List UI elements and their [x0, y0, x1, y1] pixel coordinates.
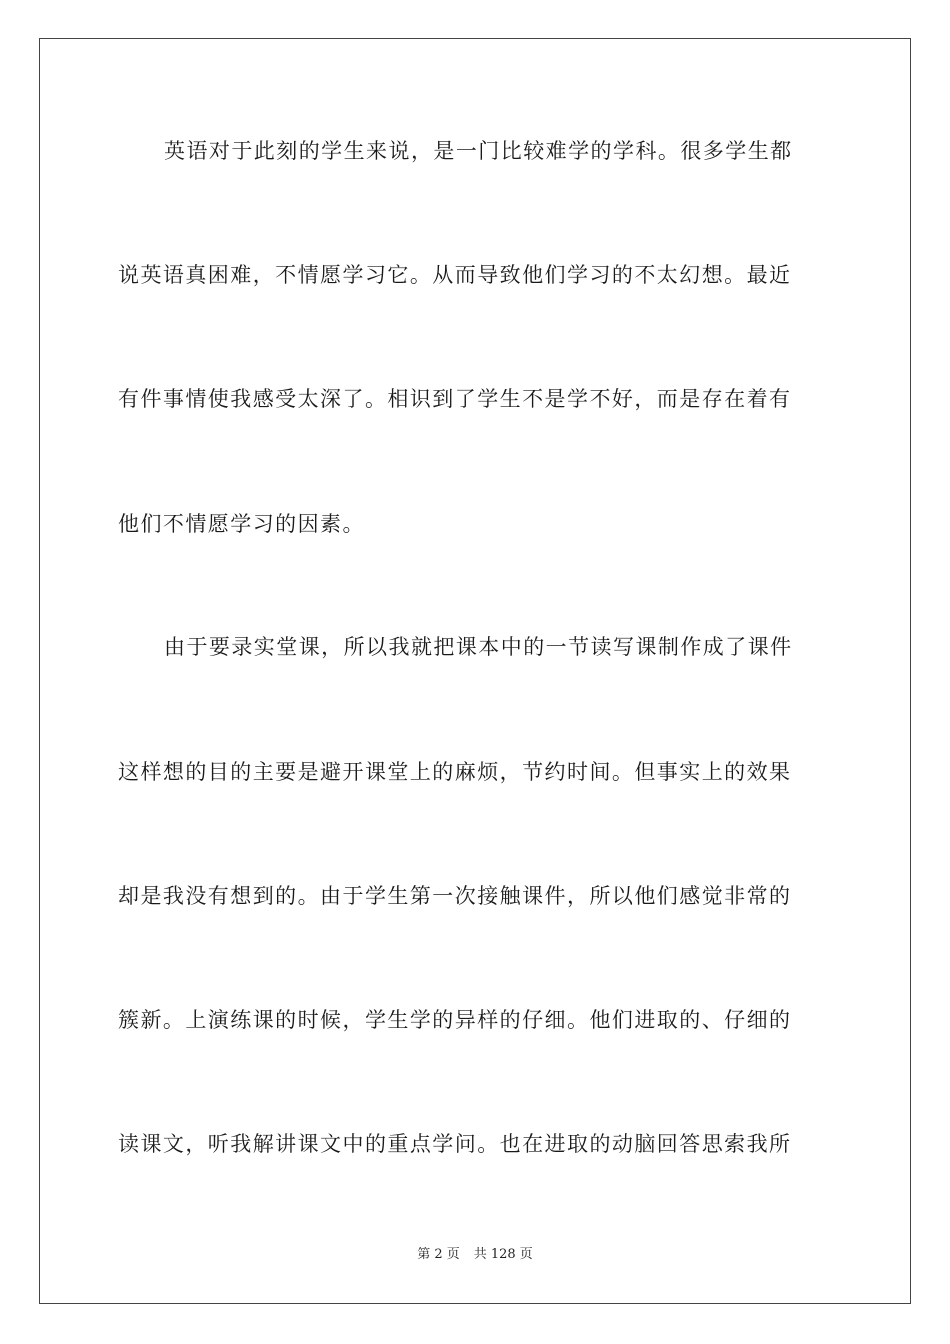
page-number: 第 2 页: [417, 1247, 460, 1262]
paragraph-2-line-3: 却是我没有想到的。由于学生第一次接触课件，所以他们感觉非常的: [118, 884, 792, 908]
paragraph-2-line-2: 这样想的目的主要是避开课堂上的麻烦，节约时间。但事实上的效果: [118, 760, 792, 784]
page-footer: [0, 1247, 950, 1263]
page-total: 共 128 页: [473, 1247, 533, 1262]
paragraph-1-line-2: 说英语真困难，不情愿学习它。从而导致他们学习的不太幻想。最近: [118, 263, 792, 287]
paragraph-2-line-5: 读课文，听我解讲课文中的重点学问。也在进取的动脑回答思索我所: [118, 1132, 792, 1156]
paragraph-2-line-4: 簇新。上演练课的时候，学生学的异样的仔细。他们进取的、仔细的: [118, 1008, 792, 1032]
paragraph-1-line-1: 英语对于此刻的学生来说，是一门比较难学的学科。很多学生都: [164, 139, 793, 163]
page-border: [39, 38, 911, 1304]
paragraph-1-line-3: 有件事情使我感受太深了。相识到了学生不是学不好，而是存在着有: [118, 387, 792, 411]
paragraph-1-line-4: 他们不情愿学习的因素。: [118, 512, 365, 536]
paragraph-2-line-1: 由于要录实堂课，所以我就把课本中的一节读写课制作成了课件: [164, 635, 793, 659]
